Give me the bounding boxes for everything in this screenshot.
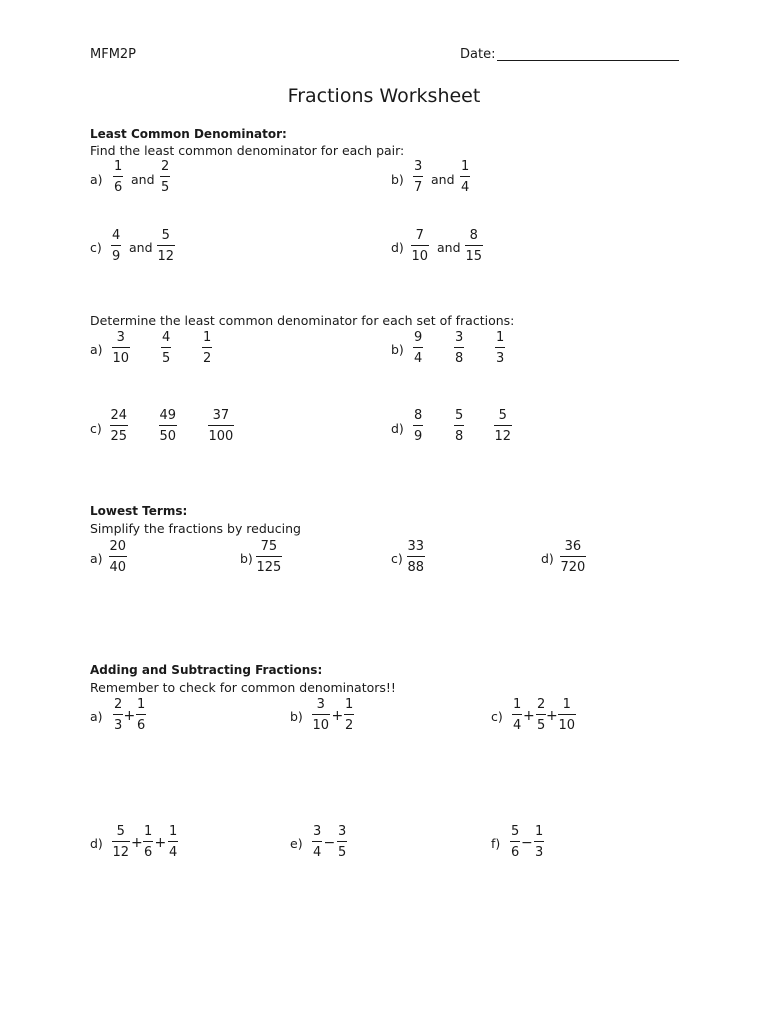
problem-label: c)	[491, 709, 503, 724]
fraction	[413, 160, 423, 194]
operator-sign: −	[521, 835, 533, 851]
fraction	[411, 229, 430, 263]
operator-sign: +	[546, 708, 558, 724]
denominator: 50	[159, 429, 177, 444]
and-word: and	[129, 240, 153, 255]
numerator: 3	[313, 824, 322, 839]
denominator: 10	[411, 249, 429, 264]
operator-sign: +	[154, 835, 167, 851]
fraction	[344, 698, 354, 732]
denominator: 4	[313, 845, 322, 860]
fraction	[534, 825, 544, 859]
numerator: 1	[496, 330, 505, 345]
fraction	[454, 409, 464, 443]
numerator: 1	[137, 697, 146, 712]
denominator: 2	[345, 718, 354, 733]
fraction	[460, 160, 470, 194]
fraction	[312, 825, 322, 859]
problem-label: b)	[290, 709, 303, 724]
numerator: 75	[260, 539, 278, 554]
denominator: 12	[494, 429, 512, 444]
denominator: 88	[407, 560, 425, 575]
numerator: 1	[144, 824, 153, 839]
fraction	[512, 698, 522, 732]
numerator: 3	[455, 330, 464, 345]
numerator: 5	[511, 824, 520, 839]
operator-sign: +	[523, 708, 535, 724]
problem-label: a)	[90, 342, 103, 357]
denominator: 3	[496, 351, 505, 366]
denominator: 4	[414, 351, 423, 366]
denominator: 125	[256, 560, 282, 575]
numerator: 20	[109, 539, 127, 554]
section-lowest-terms-heading: Lowest Terms:	[90, 504, 188, 518]
denominator: 5	[162, 351, 171, 366]
fraction	[202, 331, 212, 365]
denominator: 10	[558, 718, 576, 733]
fraction	[160, 160, 170, 194]
numerator: 1	[169, 824, 178, 839]
denominator: 3	[114, 718, 123, 733]
fraction	[407, 540, 426, 574]
numerator: 49	[159, 408, 177, 423]
numerator: 33	[407, 539, 425, 554]
numerator: 1	[535, 824, 544, 839]
fraction	[109, 540, 128, 574]
denominator: 9	[414, 429, 423, 444]
section-add-sub-instruction: Remember to check for common denominators!!	[90, 680, 396, 695]
section-lowest-terms-instruction: Simplify the fractions by reducing	[90, 521, 301, 536]
denominator: 15	[465, 249, 483, 264]
denominator: 100	[208, 429, 234, 444]
fraction	[536, 698, 546, 732]
problem-label: a)	[90, 172, 103, 187]
numerator: 37	[212, 408, 230, 423]
denominator: 6	[114, 180, 123, 195]
numerator: 2	[537, 697, 546, 712]
section-lcd-heading: Least Common Denominator:	[90, 127, 287, 141]
numerator: 1	[562, 697, 571, 712]
fraction	[159, 409, 178, 443]
denominator: 9	[112, 249, 121, 264]
numerator: 1	[461, 159, 470, 174]
numerator: 2	[161, 159, 170, 174]
fraction	[143, 825, 153, 859]
fraction	[112, 825, 131, 859]
fraction	[495, 331, 505, 365]
fraction	[560, 540, 587, 574]
operator-sign: +	[331, 708, 344, 724]
numerator: 5	[498, 408, 507, 423]
numerator: 1	[203, 330, 212, 345]
numerator: 2	[114, 697, 123, 712]
fraction	[161, 331, 171, 365]
problem-label: d)	[90, 836, 103, 851]
operator-sign: +	[131, 835, 143, 851]
numerator: 5	[116, 824, 125, 839]
denominator: 2	[203, 351, 212, 366]
fraction	[136, 698, 146, 732]
denominator: 10	[312, 718, 330, 733]
problem-label: b)	[240, 551, 253, 566]
problem-label: f)	[491, 836, 501, 851]
denominator: 5	[537, 718, 546, 733]
fraction	[465, 229, 484, 263]
fraction	[168, 825, 178, 859]
numerator: 1	[513, 697, 522, 712]
page-title: Fractions Worksheet	[287, 85, 481, 107]
fraction	[494, 409, 513, 443]
problem-label: c)	[90, 421, 102, 436]
denominator: 8	[455, 429, 464, 444]
numerator: 3	[316, 697, 325, 712]
denominator: 40	[109, 560, 127, 575]
numerator: 3	[414, 159, 423, 174]
and-word: and	[131, 172, 155, 187]
problem-label: c)	[391, 551, 403, 566]
operator-sign: −	[323, 835, 336, 851]
problem-label: d)	[391, 421, 404, 436]
denominator: 720	[560, 560, 586, 575]
denominator: 10	[112, 351, 130, 366]
numerator: 5	[161, 228, 170, 243]
denominator: 8	[455, 351, 464, 366]
numerator: 1	[114, 159, 123, 174]
denominator: 6	[511, 845, 520, 860]
section-lcd-set-instruction: Determine the least common denominator for each set of fractions:	[90, 313, 515, 328]
fraction	[454, 331, 464, 365]
numerator: 24	[110, 408, 128, 423]
date-label: Date:	[460, 47, 496, 62]
fraction	[111, 229, 121, 263]
problem-label: b)	[391, 172, 404, 187]
problem-label: d)	[541, 551, 554, 566]
denominator: 4	[513, 718, 522, 733]
section-lcd-instruction: Find the least common denominator for each pair:	[90, 143, 405, 158]
numerator: 9	[414, 330, 423, 345]
denominator: 4	[169, 845, 178, 860]
fraction	[112, 331, 131, 365]
denominator: 25	[110, 429, 128, 444]
numerator: 5	[455, 408, 464, 423]
fraction	[256, 540, 283, 574]
fraction	[312, 698, 331, 732]
denominator: 6	[144, 845, 153, 860]
denominator: 5	[338, 845, 347, 860]
fraction	[110, 409, 129, 443]
date-field-line[interactable]	[497, 60, 679, 61]
numerator: 8	[469, 228, 478, 243]
fraction	[208, 409, 235, 443]
course-code: MFM2P	[90, 47, 137, 62]
problem-label: b)	[391, 342, 404, 357]
problem-label: a)	[90, 551, 103, 566]
fraction	[510, 825, 520, 859]
operator-sign: +	[123, 708, 136, 724]
denominator: 7	[414, 180, 423, 195]
and-word: and	[437, 240, 461, 255]
numerator: 4	[162, 330, 171, 345]
denominator: 5	[161, 180, 170, 195]
problem-label: d)	[391, 240, 404, 255]
denominator: 12	[157, 249, 175, 264]
fraction	[558, 698, 577, 732]
denominator: 12	[112, 845, 130, 860]
denominator: 3	[535, 845, 544, 860]
denominator: 4	[461, 180, 470, 195]
problem-label: c)	[90, 240, 102, 255]
fraction	[413, 331, 423, 365]
problem-label: a)	[90, 709, 103, 724]
and-word: and	[431, 172, 455, 187]
numerator: 8	[414, 408, 423, 423]
denominator: 6	[137, 718, 146, 733]
numerator: 4	[112, 228, 121, 243]
fraction	[337, 825, 347, 859]
section-add-sub-heading: Adding and Subtracting Fractions:	[90, 663, 323, 677]
fraction	[113, 160, 123, 194]
numerator: 3	[338, 824, 347, 839]
problem-label: e)	[290, 836, 303, 851]
numerator: 36	[564, 539, 582, 554]
numerator: 1	[345, 697, 354, 712]
fraction	[413, 409, 423, 443]
fraction	[157, 229, 176, 263]
fraction	[113, 698, 123, 732]
numerator: 3	[116, 330, 125, 345]
numerator: 7	[415, 228, 424, 243]
